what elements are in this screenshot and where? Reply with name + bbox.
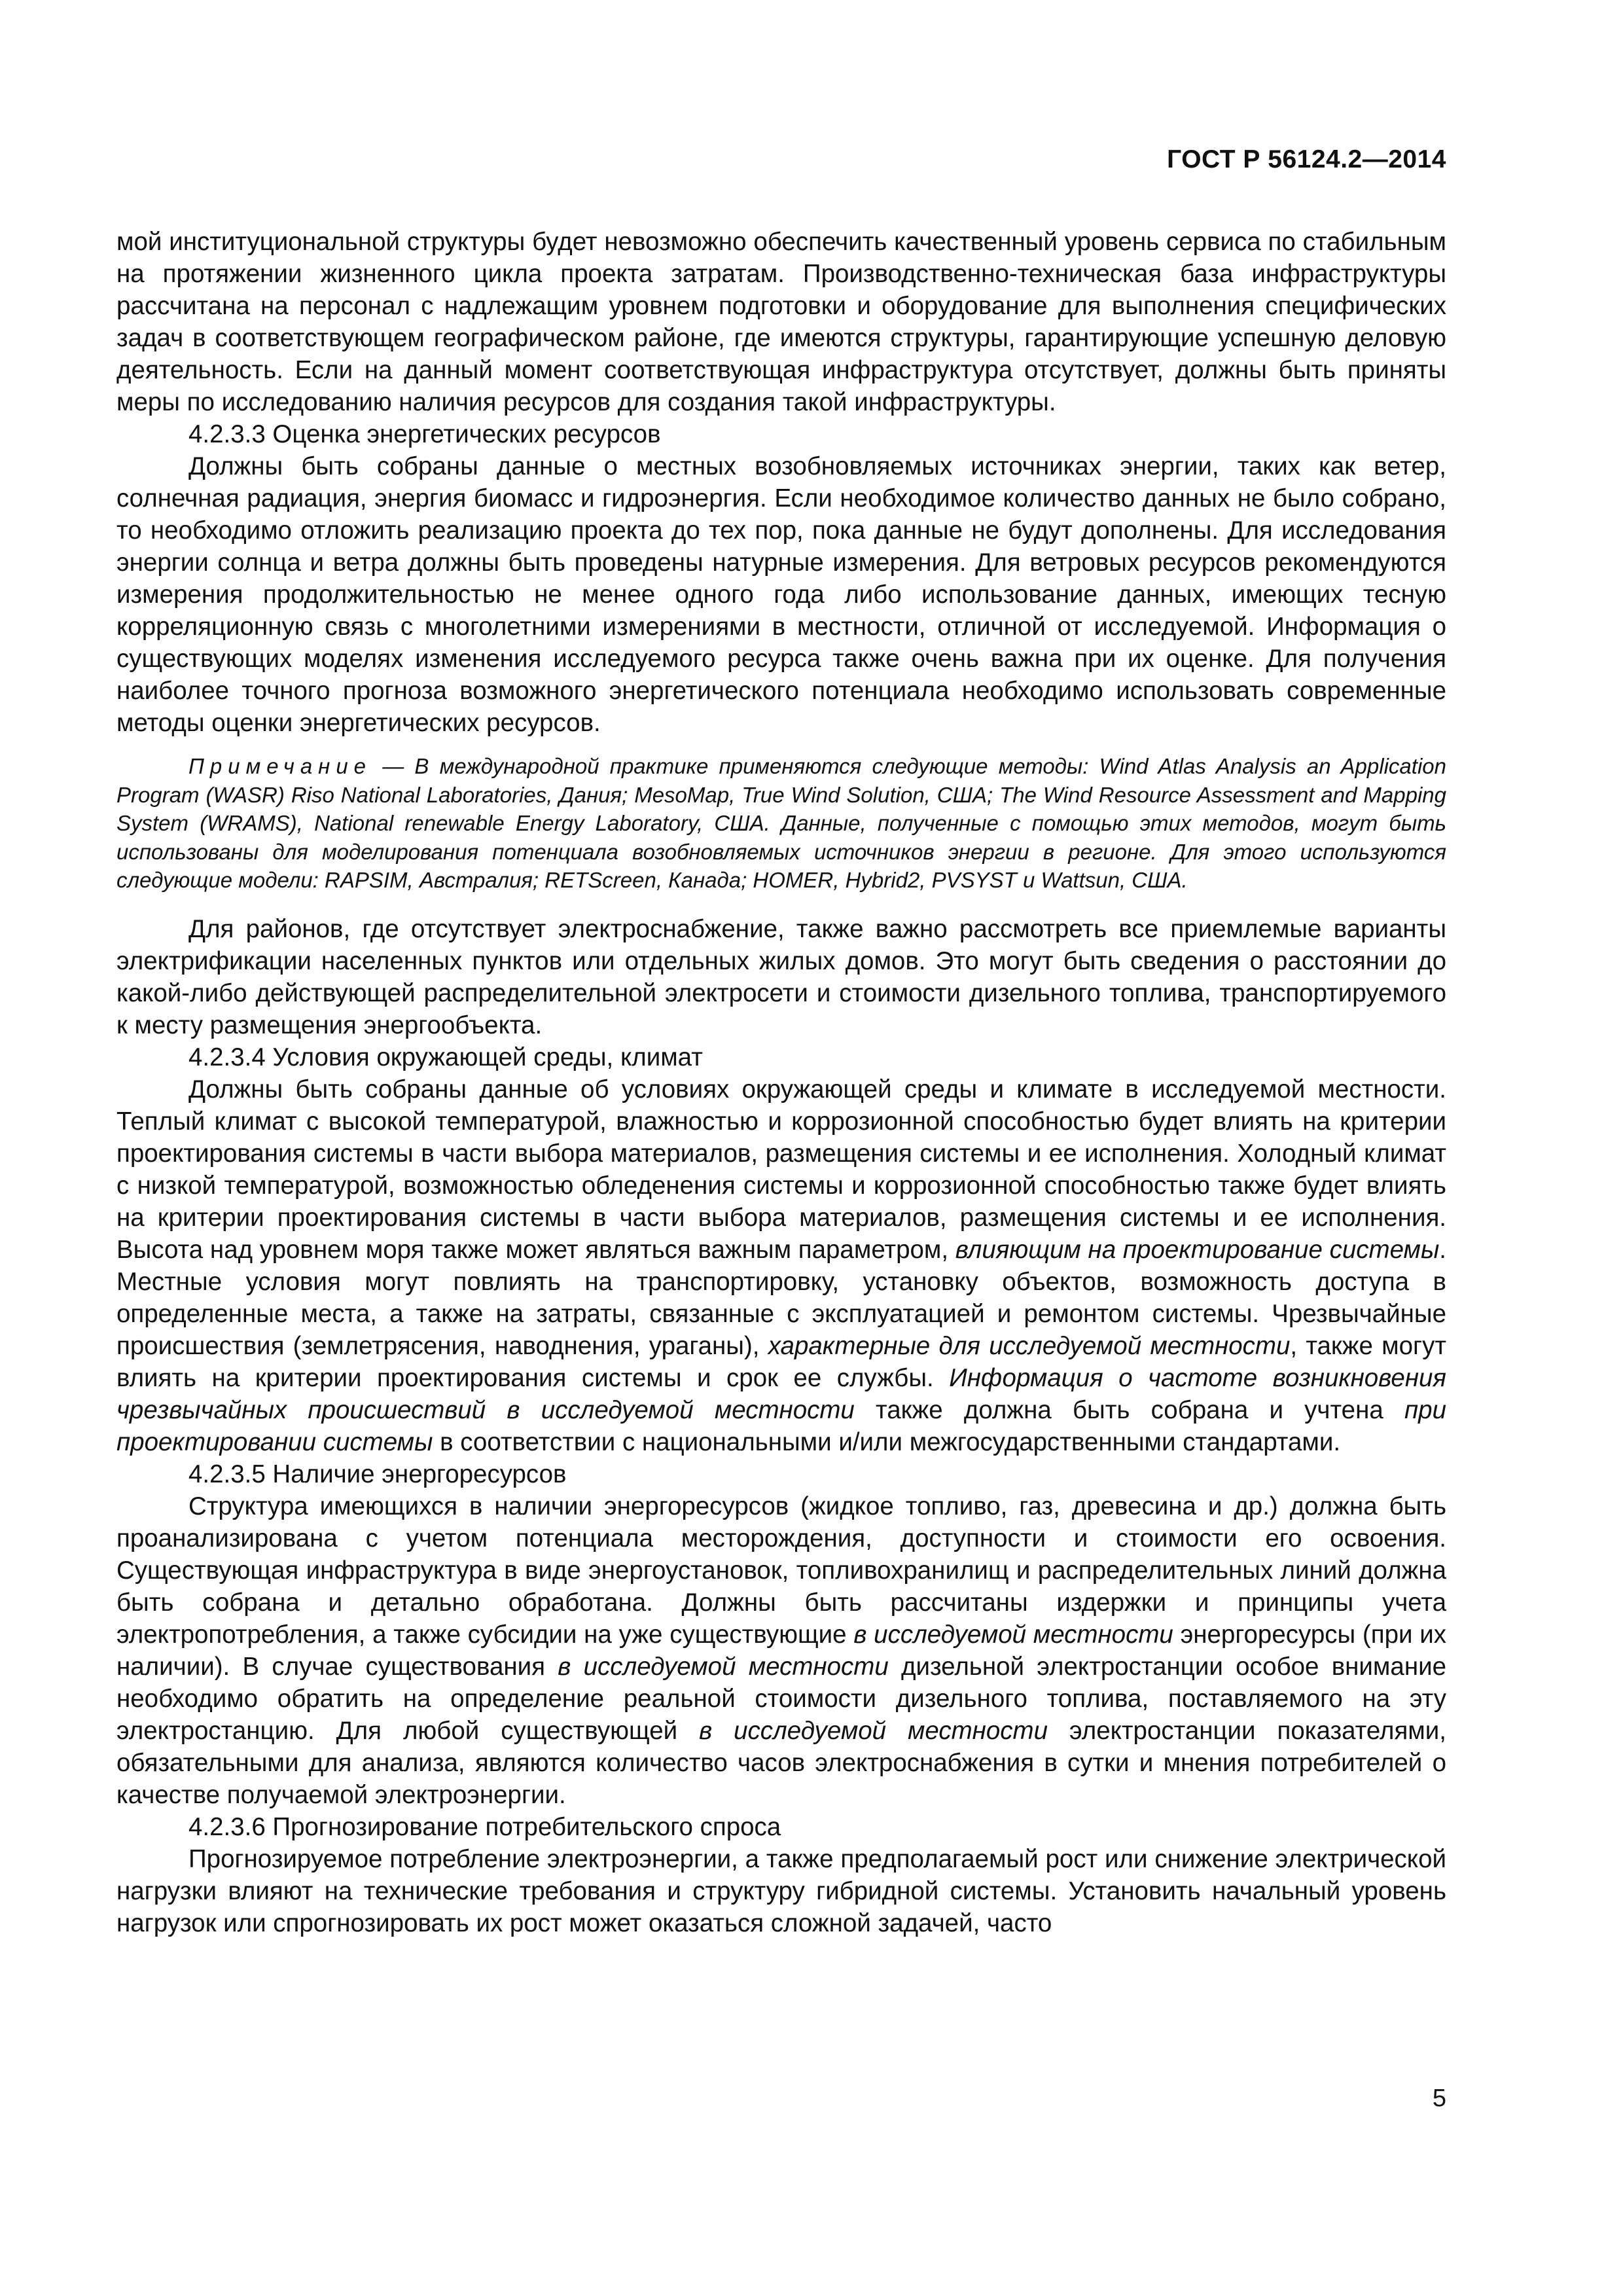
italic-run: влияющим на проектирование системы bbox=[955, 1235, 1440, 1264]
text-run: электростанции показателями, обязательными для анализа, являются количество часов электроснабжения в сутки и мнения потребителей о качестве получаемой электроэнергии. bbox=[116, 1716, 1446, 1809]
document-number-header: ГОСТ Р 56124.2—2014 bbox=[1167, 145, 1446, 173]
text-run: энергоресурсы (при их наличии). В случае существования bbox=[116, 1620, 1446, 1681]
italic-run: в исследуемой местности bbox=[853, 1620, 1173, 1649]
document-body bbox=[116, 226, 1446, 1939]
paragraph-energy-resources: Должны быть собраны данные о местных возобновляемых источниках энергии, таких как ветер, солнечная радиация, энергия биомасс и гидроэнергия. Если необходимое количество данных не было собрано, то необходимо отложить реализацию проекта до тех пор, пока данные не будут дополнены. Для исследования энергии солнца и ветра должны быть проведены натурные измерения. Для ветровых ресурсов рекомендуются измерения продолжительностью не менее одного года либо использование данных, имеющих тесную корреляционную связь с многолетними измерениями в местности, отличной от исследуемой. Информация о существующих моделях изменения исследуемого ресурса также очень важна при их оценке. Для получения наиболее точного прогноза возможного энергетического потенциала необходимо использовать современные методы оценки энергетических ресурсов. bbox=[116, 452, 1446, 737]
paragraph-infrastructure-continuation: мой институциональной структуры будет невозможно обеспечить качественный уровень сервиса по стабильным на протяжении жизненного цикла проекта затратам. Производственно-техническая база инфраструктуры рассчитана на персонал с надлежащим уровнем подготовки и оборудование для выполнения специфических задач в соответствующем географическом районе, где имеются структуры, гарантирующие успешную деловую деятельность. Если на данный момент соответствующая инфраструктура отсутствует, должны быть приняты меры по исследованию наличия ресурсов для создания такой инфраструктуры. bbox=[116, 228, 1446, 416]
text-run: , также могут влиять на критерии проектирования системы и срок ее службы. bbox=[116, 1331, 1446, 1392]
paragraph-environment-climate bbox=[116, 1073, 1446, 1458]
text-run: в соответствии с национальными и/или межгосударственными стандартами. bbox=[433, 1427, 1341, 1456]
section-heading-4-2-3-5: 4.2.3.5 Наличие энергоресурсов bbox=[188, 1460, 567, 1488]
paragraph-demand-forecast: Прогнозируемое потребление электроэнергии, а также предполагаемый рост или снижение электрической нагрузки влияют на технические требования и структуру гибридной системы. Установить начальный уровень нагрузок или спрогнозировать их рост может оказаться сложной задачей, часто bbox=[116, 1844, 1446, 1937]
italic-run: в исследуемой местности bbox=[699, 1716, 1048, 1745]
section-heading-4-2-3-6: 4.2.3.6 Прогнозирование потребительского спроса bbox=[188, 1812, 781, 1841]
text-run: дизельной электростанции особое внимание необходимо обратить на определение реальной стоимости дизельного топлива, поставляемого на эту электростанцию. Для любой существующей bbox=[116, 1652, 1446, 1745]
paragraph-energy-availability bbox=[116, 1490, 1446, 1811]
page-number: 5 bbox=[1432, 2085, 1446, 2112]
italic-run: Информация о частоте возникновения чрезвычайных происшествий в исследуемой местности bbox=[116, 1363, 1446, 1424]
italic-run: при проектировании системы bbox=[116, 1395, 1446, 1456]
document-page bbox=[116, 0, 1446, 2296]
text-run: . Местные условия могут повлиять на транспортировку, установку объектов, возможность доступа в определенные места, а также на затраты, связанные с эксплуатацией и ремонтом системы. Чрезвычайные происшествия (землетрясения, наводнения, ураганы), bbox=[116, 1235, 1446, 1360]
text-run: также должна быть собрана и учтена bbox=[854, 1395, 1404, 1424]
note-label: Примечание bbox=[188, 754, 372, 778]
text-run: Должны быть собраны данные об условиях окружающей среды и климате в исследуемой местности. Теплый климат с высокой температурой, влажностью и коррозионной способностью будет влиять на критерии проектирования системы в части выбора материалов, размещения системы и ее исполнения. Холодный климат с низкой температурой, возможностью обледенения системы и коррозионной способностью также будет влиять на критерии проектирования системы в части выбора материалов, размещения системы и ее исполнения. Высота над уровнем моря также может являться важным параметром, bbox=[116, 1075, 1446, 1264]
paragraph-electrification: Для районов, где отсутствует электроснабжение, также важно рассмотреть все приемлемые варианты электрификации населенных пунктов или отдельных жилых домов. Это могут быть сведения о расстоянии до какой-либо действующей распределительной электросети и стоимости дизельного топлива, транспортируемого к месту размещения энергообъекта. bbox=[116, 914, 1446, 1039]
note-block bbox=[116, 752, 1446, 895]
note-text: — В международной практике применяются следующие методы: Wind Atlas Analysis an Application Program (WASR) Riso National Laboratories, Дания; MesoMap, True Wind Solution, США; The Wind Resource Assessment and Mapping System (WRAMS), National renewable Energy Laboratory, США. Данные, полученные с помощью этих методов, могут быть использованы для моделирования потенциала возобновляемых источников энергии в регионе. Для этого используются следующие модели: RAPSIM, Австралия; RETScreen, Канада; HOMER, Hybrid2, PVSYST и Wattsun, США. bbox=[116, 754, 1446, 892]
section-heading-4-2-3-4: 4.2.3.4 Условия окружающей среды, климат bbox=[188, 1043, 703, 1071]
section-heading-4-2-3-3: 4.2.3.3 Оценка энергетических ресурсов bbox=[188, 420, 661, 448]
text-run: Структура имеющихся в наличии энергоресурсов (жидкое топливо, газ, древесина и др.) должна быть проанализирована с учетом потенциала месторождения, доступности и стоимости его освоения. Существующая инфраструктура в виде энергоустановок, топливохранилищ и распределительных линий должна быть собрана и детально обработана. Должны быть рассчитаны издержки и принципы учета электропотребления, а также субсидии на уже существующие bbox=[116, 1492, 1446, 1649]
italic-run: характерные для исследуемой местности bbox=[768, 1331, 1291, 1360]
italic-run: в исследуемой местности bbox=[558, 1652, 889, 1681]
